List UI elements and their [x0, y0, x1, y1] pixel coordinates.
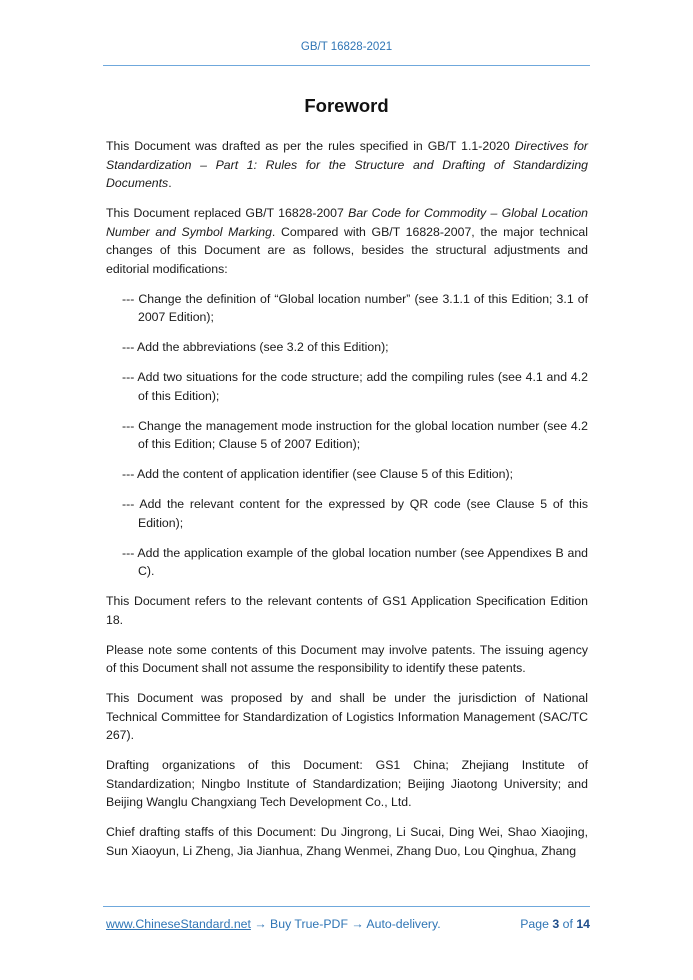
page-title: Foreword — [304, 95, 389, 116]
foreword-paragraph: Drafting organizations of this Document: GS1 China; Zhejiang Institute of Standardization; Ningbo Institute of Standardization; Beijing Jiaotong University; and Beijing Wanglu Changxiang Tech Development Co., Ltd. — [106, 758, 588, 809]
change-item: --- Change the management mode instruction for the global location number (see 4.2 of this Edition; Clause 5 of 2007 Edition); — [122, 418, 588, 451]
foreword-paragraph: This Document refers to the relevant contents of GS1 Application Specification Edition 18. — [106, 594, 588, 627]
changes-list — [106, 290, 588, 581]
foreword-paragraph — [106, 137, 588, 193]
page-of: of — [562, 917, 573, 931]
footer-divider — [103, 906, 590, 907]
change-item: --- Add the application example of the global location number (see Appendixes B and C). — [122, 545, 588, 578]
change-item: --- Add the content of application identifier (see Clause 5 of this Edition); — [122, 467, 513, 481]
foreword-paragraph — [106, 204, 588, 278]
page-total: 14 — [576, 917, 590, 931]
page-footer — [106, 917, 590, 931]
site-link[interactable]: www.ChineseStandard.net — [106, 917, 251, 931]
paragraph-text: . Compared with GB/T 16828-2007, the major technical changes of this Document are as follows, besides the structural adjustments and editorial modifications: — [106, 224, 588, 276]
change-item: --- Add the abbreviations (see 3.2 of this Edition); — [122, 340, 389, 354]
paragraph-text: This Document was drafted as per the rules specified in GB/T 1.1-2020 — [106, 139, 515, 153]
closing-paragraphs — [106, 592, 588, 860]
promo-text: → Buy True-PDF → Auto-delivery. — [250, 917, 441, 931]
change-item: --- Change the definition of “Global location number” (see 3.1.1 of this Edition; 3.1 of 2007 Edition); — [122, 291, 588, 324]
document-title-ref: Directives for Standardization – Part 1: Rules for the Structure and Drafting of Standardizing Documents — [106, 139, 589, 190]
document-code-header: GB/T 16828-2021 — [300, 41, 393, 53]
document-title-ref: Bar Code for Commodity – Global Location Number and Symbol Marking — [106, 206, 588, 239]
foreword-paragraph: Please note some contents of this Document may involve patents. The issuing agency of this Document shall not assume the responsibility to identify these patents. — [106, 642, 588, 675]
page-current: 3 — [552, 917, 560, 931]
footer-promo — [106, 917, 441, 931]
foreword-body — [106, 137, 588, 872]
intro-paragraphs — [106, 137, 588, 278]
page-indicator — [520, 917, 590, 931]
foreword-paragraph: This Document was proposed by and shall be under the jurisdiction of National Technical Committee for Standardization of Logistics Information Management (SAC/TC 267). — [106, 691, 588, 742]
header-divider — [103, 65, 590, 66]
paragraph-text: . — [168, 176, 172, 190]
change-item: --- Add the relevant content for the expressed by QR code (see Clause 5 of this Edition); — [122, 497, 588, 530]
paragraph-text: This Document replaced GB/T 16828-2007 — [106, 206, 349, 220]
change-item: --- Add two situations for the code structure; add the compiling rules (see 4.1 and 4.2 of this Edition); — [122, 370, 588, 403]
foreword-paragraph: Chief drafting staffs of this Document: Du Jingrong, Li Sucai, Ding Wei, Shao Xiaojing, Sun Xiaoyun, Li Zheng, Jia Jianhua, Zhang Wenmei, Zhang Duo, Lou Qinghua, Zhang — [106, 825, 588, 858]
page-label: Page — [520, 917, 549, 931]
